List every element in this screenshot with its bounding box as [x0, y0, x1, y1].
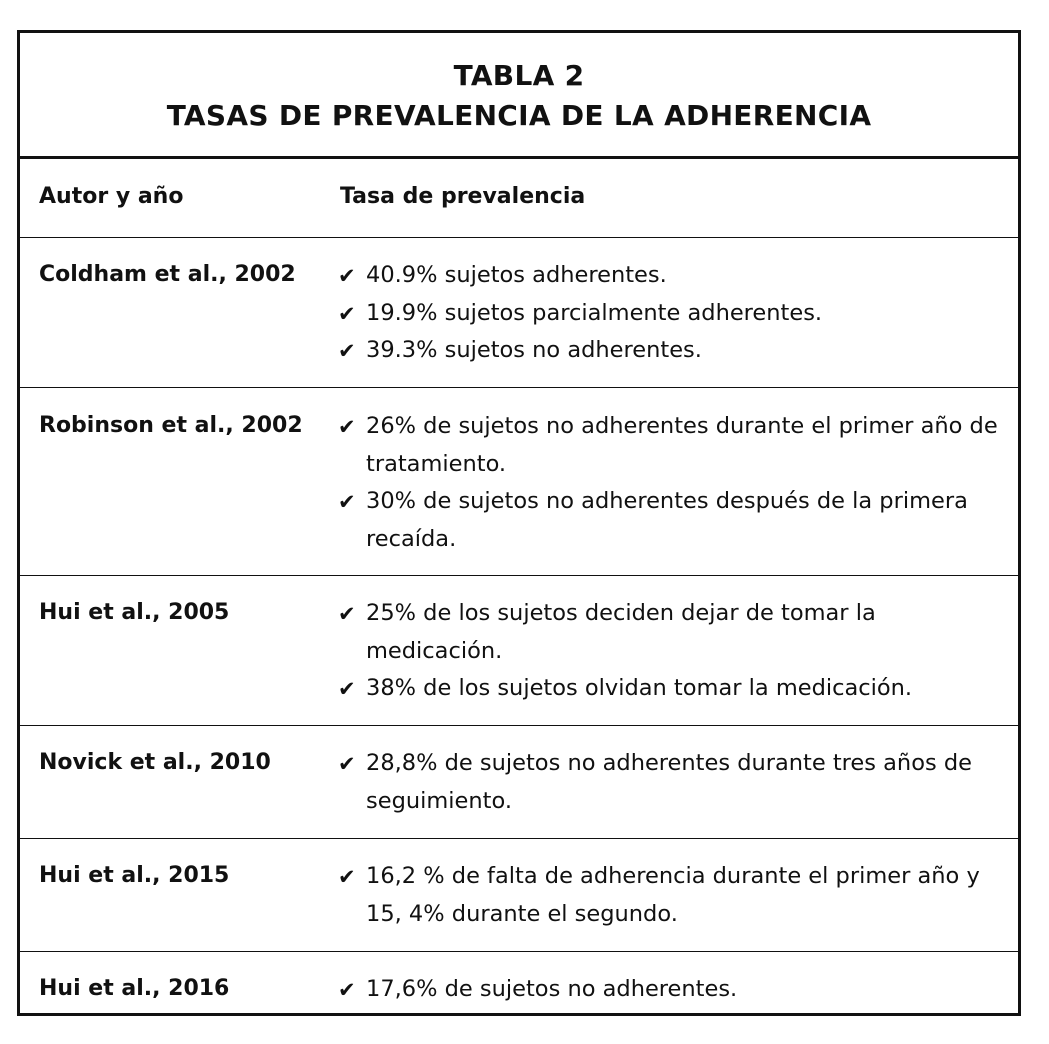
check-icon: ✔: [338, 865, 356, 889]
rate-item: [338, 858, 1008, 933]
rate-text: 28,8% de sujetos no adherentes durante tres años de seguimiento.: [366, 750, 972, 814]
rate-item: [338, 595, 1008, 670]
table-row: [20, 238, 1018, 388]
author-cell: Hui et al., 2016: [39, 976, 230, 1001]
check-icon: ✔: [338, 677, 356, 701]
rate-item: [338, 670, 1008, 708]
table-title: TASAS DE PREVALENCIA DE LA ADHERENCIA: [166, 99, 872, 132]
check-icon: ✔: [338, 490, 356, 514]
rate-text: 38% de los sujetos olvidan tomar la medicación.: [366, 675, 913, 701]
table-header-row: [20, 159, 1018, 238]
rate-item: [338, 332, 1008, 370]
check-icon: ✔: [338, 301, 356, 326]
rate-text: 17,6% de sujetos no adherentes.: [366, 976, 738, 1002]
check-icon: ✔: [338, 339, 356, 363]
header-rate: Tasa de prevalencia: [340, 184, 586, 209]
author-cell: Coldham et al., 2002: [39, 262, 296, 287]
table-title-block: [20, 33, 1018, 159]
rate-item: [338, 408, 1008, 483]
rate-text: 30% de sujetos no adherentes después de la primera recaída.: [366, 488, 968, 552]
rate-item: [338, 257, 1008, 295]
table-row: [20, 839, 1018, 952]
table-row: [20, 726, 1018, 839]
author-cell: Robinson et al., 2002: [39, 413, 303, 438]
table-row: [20, 576, 1018, 726]
author-cell: Novick et al., 2010: [39, 750, 271, 775]
table-row: [20, 952, 1018, 1013]
rate-item: [338, 745, 1008, 820]
rate-text: 25% de los sujetos deciden dejar de tomar la medicación.: [366, 600, 876, 664]
check-icon: ✔: [338, 415, 356, 439]
table-number: TABLA 2: [453, 59, 585, 92]
check-icon: ✔: [338, 978, 356, 1002]
prevalence-table: [17, 30, 1021, 1016]
table-row: [20, 388, 1018, 576]
header-author: Autor y año: [39, 184, 184, 209]
rate-item: [338, 971, 1008, 1009]
rate-list: [338, 745, 1008, 820]
rate-text: 19.9% sujetos parcialmente adherentes.: [366, 299, 823, 326]
rate-list: [338, 971, 1008, 1009]
rate-text: 26% de sujetos no adherentes durante el primer año de tratamiento.: [366, 413, 998, 477]
rate-text: 40.9% sujetos adherentes.: [366, 262, 667, 288]
rate-text: 39.3% sujetos no adherentes.: [366, 337, 702, 363]
author-cell: Hui et al., 2015: [39, 863, 230, 888]
author-cell: Hui et al., 2005: [39, 600, 230, 625]
rate-list: [338, 595, 1008, 708]
check-icon: ✔: [338, 752, 356, 776]
rate-list: [338, 257, 1008, 370]
check-icon: ✔: [338, 264, 356, 288]
rate-item: [338, 295, 1008, 333]
rate-text: 16,2 % de falta de adherencia durante el primer año y 15, 4% durante el segundo.: [366, 863, 980, 927]
rate-list: [338, 408, 1008, 558]
rate-list: [338, 858, 1008, 933]
check-icon: ✔: [338, 602, 356, 626]
rate-item: [338, 483, 1008, 558]
